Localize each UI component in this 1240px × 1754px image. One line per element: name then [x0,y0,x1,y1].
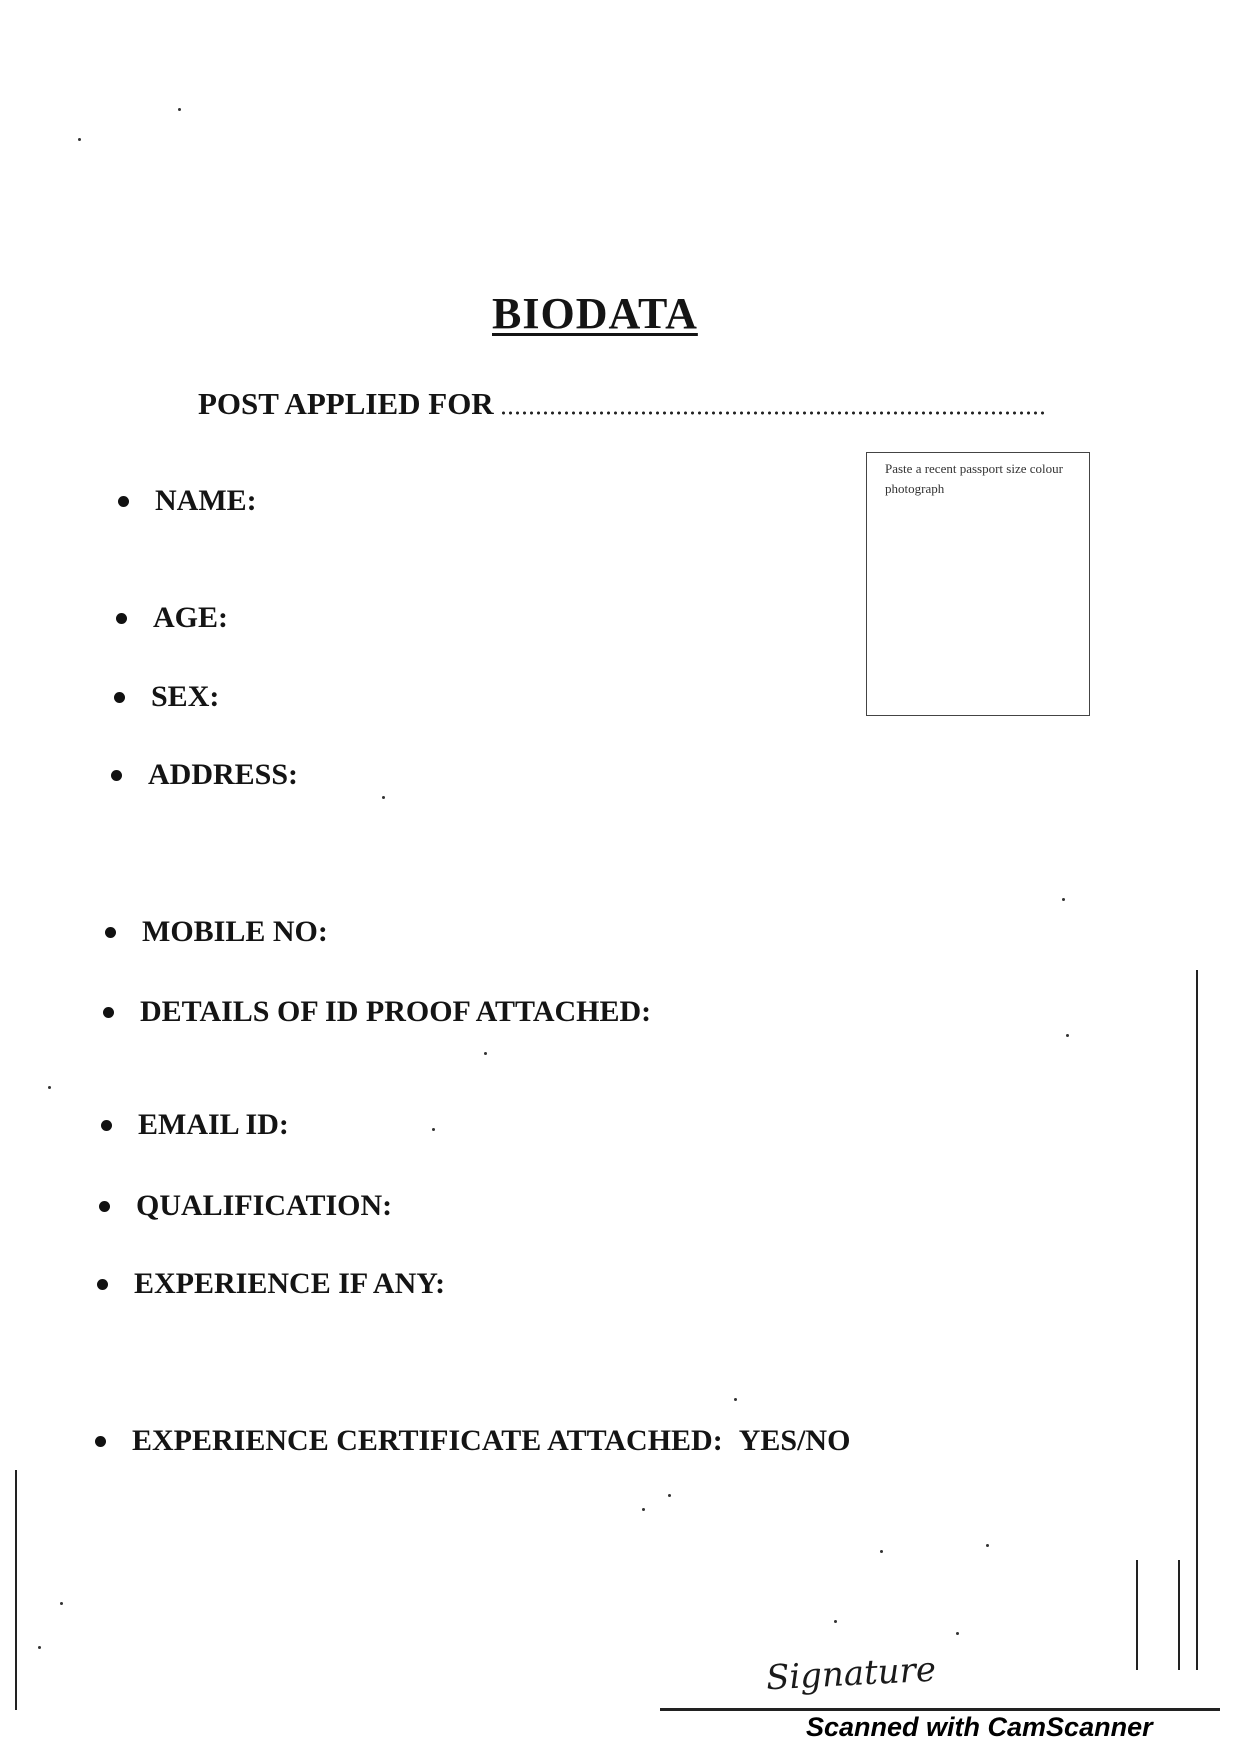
field-address-label: ADDRESS: [148,758,299,791]
scan-speck [382,796,385,799]
field-mobile [105,915,328,949]
photo-box [866,452,1090,716]
bullet-icon [114,692,125,703]
scan-speck [1062,898,1065,901]
scan-edge-line [1136,1560,1138,1670]
field-experience [97,1267,445,1301]
field-address [111,758,298,792]
field-experience-label: EXPERIENCE IF ANY: [134,1267,446,1300]
scan-speck [642,1508,645,1511]
scan-edge-line [1178,1560,1180,1670]
field-age [116,601,228,635]
field-email [101,1108,289,1142]
scan-edge-line [15,1470,17,1710]
experience-certificate-option: YES/NO [738,1424,851,1457]
scan-speck [484,1052,487,1055]
scan-speck [60,1602,63,1605]
post-applied-dotted-line [500,410,1048,416]
photo-box-instructions: Paste a recent passport size colour photograph [885,461,1063,496]
post-applied-label: POST APPLIED FOR [198,386,494,421]
field-age-label: AGE: [153,601,228,634]
bullet-icon [95,1436,106,1447]
scan-speck [668,1494,671,1497]
field-name [118,484,257,518]
scanner-watermark: Scanned with CamScanner [806,1712,1153,1742]
signature-rule [660,1708,1220,1711]
post-applied-row [198,372,1048,422]
field-qualification [99,1189,392,1223]
field-id-proof-label: DETAILS OF ID PROOF ATTACHED: [140,995,652,1028]
scan-speck [48,1086,51,1089]
scan-speck [178,108,181,111]
scan-speck [1066,1034,1069,1037]
scan-speck [78,138,81,141]
bullet-icon [103,1007,114,1018]
field-id-proof [103,995,651,1029]
field-mobile-label: MOBILE NO: [142,915,328,948]
bullet-icon [105,927,116,938]
bullet-icon [101,1120,112,1131]
scan-speck [880,1550,883,1553]
bullet-icon [118,496,129,507]
signature: Signature [765,1649,937,1699]
document-title: BIODATA [492,289,698,338]
field-name-label: NAME: [155,484,257,517]
field-sex-label: SEX: [151,680,220,713]
scan-speck [432,1128,435,1131]
scan-speck [734,1398,737,1401]
bullet-icon [97,1279,108,1290]
field-qualification-label: QUALIFICATION: [136,1189,393,1222]
field-experience-certificate [95,1424,850,1458]
scan-speck [956,1632,959,1635]
scan-speck [834,1620,837,1623]
scan-edge-line [1196,970,1198,1670]
scan-speck [986,1544,989,1547]
bullet-icon [116,613,127,624]
field-email-label: EMAIL ID: [138,1108,289,1141]
field-experience-certificate-label: EXPERIENCE CERTIFICATE ATTACHED: [132,1424,723,1457]
field-sex [114,680,219,714]
scan-speck [38,1646,41,1649]
bullet-icon [111,770,122,781]
bullet-icon [99,1201,110,1212]
